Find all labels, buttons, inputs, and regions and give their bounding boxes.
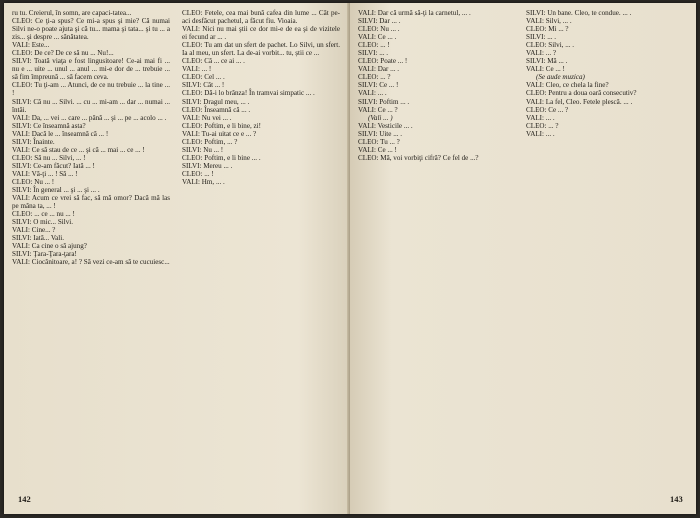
dialogue-line: CLEO: ... ce ... nu ... ! <box>12 210 75 219</box>
dialogue-line: CLEO: Ce ... ? <box>526 105 569 114</box>
dialogue-line: VALI: Acum ce vrei să fac, să mă omor? Dacă mă las pe mâna ta, ... ! <box>12 194 170 211</box>
dialogue-line: SILVI: Poftim ... . <box>358 97 410 106</box>
dialogue-line: SILVI: ... . <box>358 49 389 58</box>
dialogue-line: VALI: Vesticile ... . <box>358 121 413 130</box>
dialogue-line: SILVI: Că nu ... Silvi. ... cu ... mi-am ... dar ... numai ... întâi. <box>12 97 170 114</box>
dialogue-line: VALI: Ce ... ! <box>526 65 565 74</box>
dialogue-line: VALI: Dacă le ... înseamnă că ... ! <box>12 129 109 138</box>
dialogue-line: CLEO: Silvi, ... . <box>526 41 575 50</box>
right-page-number: 143 <box>670 494 683 504</box>
dialogue-line: VALI: ... . <box>358 89 387 98</box>
dialogue-line: VALI: Nici nu mai ştii ce dor mi-e de ea şi de vizitele ei fecund ar ... . <box>182 25 340 42</box>
dialogue-line: CLEO: Fetele, cea mai bună cafea din lume ... Cât pe-aci desfăcut pachetul, a făcut fiu. Vioaia. <box>182 9 340 26</box>
left-page-column-1 <box>12 9 170 489</box>
dialogue-line: VALI: Dar ... . <box>358 65 400 74</box>
right-page-column-2 <box>526 9 684 489</box>
dialogue-line: CLEO: Poftim, e li bine, zi! <box>182 121 262 130</box>
dialogue-line: SILVI: Toată viaţa e fost lingusitoare! Ce-ai mai fi ... nu e ... uite ... unul ... anul ... mi-e dor de ... trebuie ... să fim împreună ... să facem ceva. <box>12 57 170 82</box>
dialogue-line: VALI: Nu vei ... . <box>182 113 232 122</box>
dialogue-line: (Vali ... ) <box>368 113 393 122</box>
dialogue-line: CLEO: ... ? <box>358 73 391 82</box>
dialogue-line: CLEO: Să nu ... Silvi, ... ! <box>12 153 86 162</box>
dialogue-line: CLEO: Mi ... ? <box>526 25 569 34</box>
left-page <box>4 3 350 514</box>
dialogue-line: SILVI: O mic... Silvi. <box>12 218 74 227</box>
dialogue-line: CLEO: Nu ... ! <box>12 177 55 186</box>
dialogue-line: CLEO: Nu ... . <box>358 25 400 34</box>
dialogue-line: CLEO: Că ... ce ai ... . <box>182 57 245 66</box>
dialogue-line: CLEO: De ce? De ce să nu ... Nu!... <box>12 49 114 58</box>
dialogue-line: CLEO: Pentru a doua oară consecutiv? <box>526 89 637 98</box>
book-spread <box>4 3 696 514</box>
dialogue-line: SILVI: Mă ... . <box>526 57 568 66</box>
dialogue-line: CLEO: Dă-i lo brânza! În tramvai simpatic ... . <box>182 89 315 98</box>
dialogue-line: VALI: ... ? <box>526 49 557 58</box>
right-page-column-1 <box>358 9 516 489</box>
dialogue-line: CLEO: Cel ... . <box>182 73 225 82</box>
dialogue-line: SILVI: Cât ... ! <box>182 81 225 90</box>
dialogue-line: VALI: Este... <box>12 41 50 50</box>
dialogue-line: SILVI: Nu ... ! <box>182 145 224 154</box>
dialogue-line: VALI: Ce să stau de ce ... şi că ... mai ... ce ... ! <box>12 145 145 154</box>
dialogue-line: SILVI: În general ... şi ... şi ... . <box>12 186 100 195</box>
dialogue-line: (Se aude muzica) <box>536 73 585 82</box>
dialogue-line: ru tu. Creierul, în somn, are capaci-tatea... <box>12 9 132 17</box>
dialogue-line: VALI: Ce ... ? <box>358 105 398 114</box>
dialogue-line: VALI: Cleo, ce chela la fine? <box>526 81 609 90</box>
dialogue-line: CLEO: Poate ... ! <box>358 57 408 66</box>
dialogue-line: SILVI: Dragul meu, ... . <box>182 97 250 106</box>
dialogue-line: VALI: Hm, ... . <box>182 177 225 186</box>
dialogue-line: VALI: Dar că urmă să-ţi la carnetul, ... . <box>358 9 471 17</box>
dialogue-line: SILVI: Înainte. <box>12 137 55 146</box>
dialogue-line: CLEO: Tu ... ? <box>358 137 400 146</box>
dialogue-line: VALI: Ciocănitoare, a! ? Să vezi ce-am să te cucuiesc... <box>12 258 170 267</box>
left-page-column-2 <box>182 9 340 489</box>
dialogue-line: CLEO: ... ! <box>358 41 390 50</box>
dialogue-line: SILVI: Iată... Vali. <box>12 234 65 243</box>
dialogue-line: SILVI: Ce-am făcut? Iată ... ! <box>12 161 95 170</box>
dialogue-line: SILVI: Ce înseamnă asta? <box>12 121 86 130</box>
dialogue-line: CLEO: Ce ţi-a spus? Ce mi-a spus şi mie? Că numai Silvi ne-o poate ajuta şi că tu... mama şi tata... şi tu ... a zis... şi despre ... sănătatea. <box>12 17 170 42</box>
dialogue-line: CLEO: Poftim, ... ? <box>182 137 238 146</box>
right-page <box>350 3 696 514</box>
dialogue-line: VALI: Vă-ţi ... ! Să ... ! <box>12 169 78 178</box>
dialogue-line: SILVI: ... . <box>526 33 557 42</box>
dialogue-line: SILVI: Ţara-Ţara-ţara! <box>12 250 77 259</box>
dialogue-line: CLEO: ... ! <box>182 169 214 178</box>
dialogue-line: VALI: ... . <box>526 129 555 138</box>
dialogue-line: VALI: ... ! <box>182 65 212 74</box>
dialogue-line: CLEO: Poftim, e li bine ... . <box>182 153 261 162</box>
dialogue-line: CLEO: Tu ţi-am ... Atunci, de ce nu trebuie ... la tine ... ! <box>12 81 170 98</box>
dialogue-line: SILVI: Ce ... ! <box>358 81 399 90</box>
dialogue-line: VALI: Ca cine o să ajung? <box>12 242 87 251</box>
dialogue-line: SILVI: Uite ... . <box>358 129 403 138</box>
dialogue-line: VALI: Da, ... vei ... care ... până ... şi ... pe ... acolo ... . <box>12 113 167 122</box>
dialogue-line: SILVI: Un bane. Cleo, te condue. ... . <box>526 9 632 17</box>
dialogue-line: CLEO: Tu am dat un sfert de pachet. Lo Silvi, un sfert. Ia al meu, un sfert. La de-ai vorbit... tu, știi ce ... <box>182 41 340 58</box>
left-page-number: 142 <box>18 494 31 504</box>
dialogue-line: VALI: Ce ... . <box>358 33 397 42</box>
dialogue-line: VALI: La fel, Cleo. Fetele plescă. ... . <box>526 97 633 106</box>
dialogue-line: VALI: Ce ... ! <box>358 145 397 154</box>
dialogue-line: CLEO: Mă, voi vorbiţi cifră? Ce fel de ...? <box>358 153 479 162</box>
dialogue-line: SILVI: Dar ... . <box>358 17 401 26</box>
dialogue-line: VALI: Tu-ai uitat ce e ... ? <box>182 129 257 138</box>
dialogue-line: SILVI: Mereu ... . <box>182 161 233 170</box>
dialogue-line: VALI: Cine... ? <box>12 226 56 235</box>
dialogue-line: CLEO: ... ? <box>526 121 559 130</box>
dialogue-line: VALI: ... . <box>526 113 555 122</box>
dialogue-line: VALI: Silvi, ... . <box>526 17 572 26</box>
dialogue-line: CLEO: Înseamnă că ... . <box>182 105 251 114</box>
